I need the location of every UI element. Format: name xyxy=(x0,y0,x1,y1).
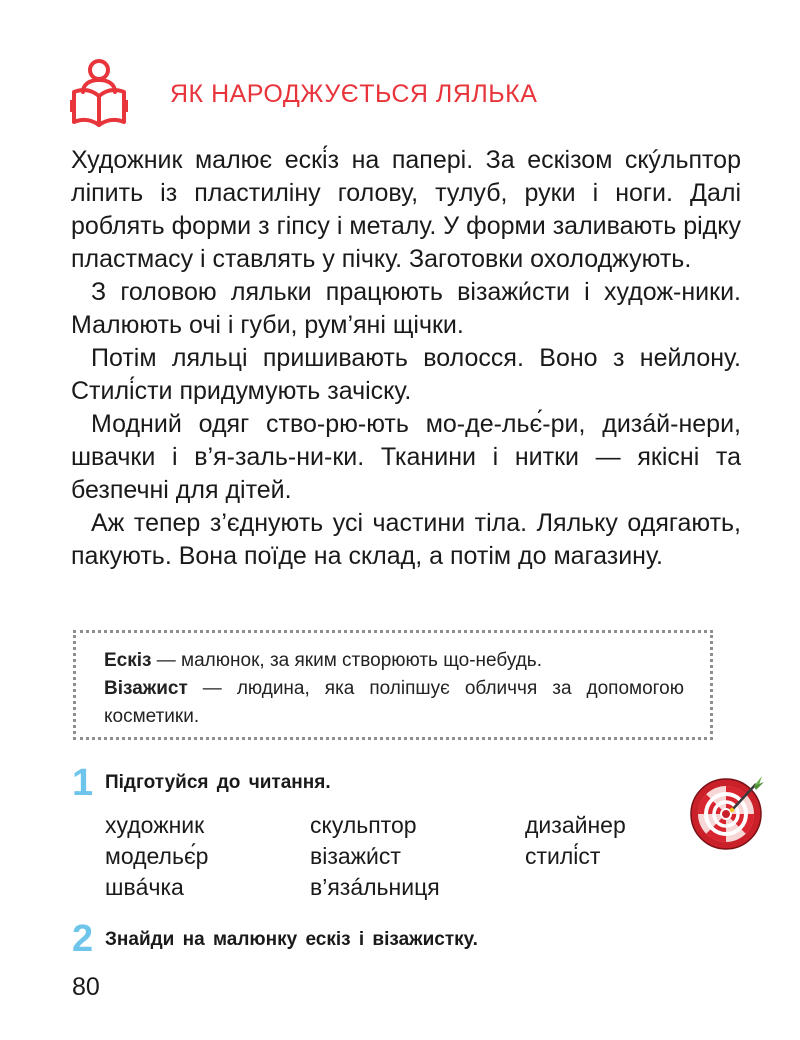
task-number: 2 xyxy=(72,918,94,960)
task-instruction: Знайди на малюнку ескіз і візажистку. xyxy=(105,929,478,950)
story-text xyxy=(71,144,741,573)
word-row xyxy=(105,872,665,903)
glossary-box xyxy=(73,630,713,740)
page-number: 80 xyxy=(72,973,100,1001)
glossary-entry xyxy=(104,675,684,731)
word: візажи́ст xyxy=(310,843,401,869)
task-instruction: Підготуйся до читання. xyxy=(105,772,331,793)
glossary-term: Ескіз xyxy=(104,650,152,671)
paragraph: Художник малює ескі́з на папері. За ескізом скýльптор ліпить із пластиліну голову, тулуб, руки і ноги. Далі роблять форми з гіпсу і металу. У форми заливають рідку пластмасу і ставлять у пічку. Заготовки охолоджують. xyxy=(71,146,741,273)
word: стилі́ст xyxy=(525,843,601,869)
glossary-term: Візажист xyxy=(104,678,188,699)
word: дизайнер xyxy=(525,812,626,838)
reading-person-icon xyxy=(70,58,128,128)
word: модельє́р xyxy=(105,843,209,869)
word: в’язáльниця xyxy=(310,874,440,900)
word: швáчка xyxy=(105,874,184,900)
word-row xyxy=(105,810,665,841)
glossary-entry xyxy=(104,647,684,675)
word-list xyxy=(105,810,665,903)
paragraph: Модний одяг ство-рю-ють мо-де-льє́-ри, дизáй-нери, швачки і в’я-заль-ни-ки. Тканини і нитки — якісні та безпечні для дітей. xyxy=(71,410,741,504)
paragraph: З головою ляльки працюють візажи́сти і худож-ники. Малюють очі і губи, рум’яні щічки. xyxy=(71,278,741,339)
page-title: ЯК НАРОДЖУЄТЬСЯ ЛЯЛЬКА xyxy=(170,80,538,108)
glossary-definition: — людина, яка поліпшує обличчя за допомогою косметики. xyxy=(104,678,684,727)
word: скульптор xyxy=(310,812,417,838)
word-row xyxy=(105,841,665,872)
glossary-definition: — малюнок, за яким створюють що-небудь. xyxy=(151,650,542,671)
paragraph: Аж тепер з’єднують усі частини тіла. Ляльку одягають, пакують. Вона поїде на склад, а потім до магазину. xyxy=(71,509,741,570)
word xyxy=(525,872,665,903)
task-number: 1 xyxy=(72,762,94,804)
word: художник xyxy=(105,812,205,838)
paragraph: Потім ляльці пришивають волосся. Воно з нейлону. Стилі́сти придумують зачіску. xyxy=(71,344,741,405)
dartboard-target-icon xyxy=(686,770,768,850)
